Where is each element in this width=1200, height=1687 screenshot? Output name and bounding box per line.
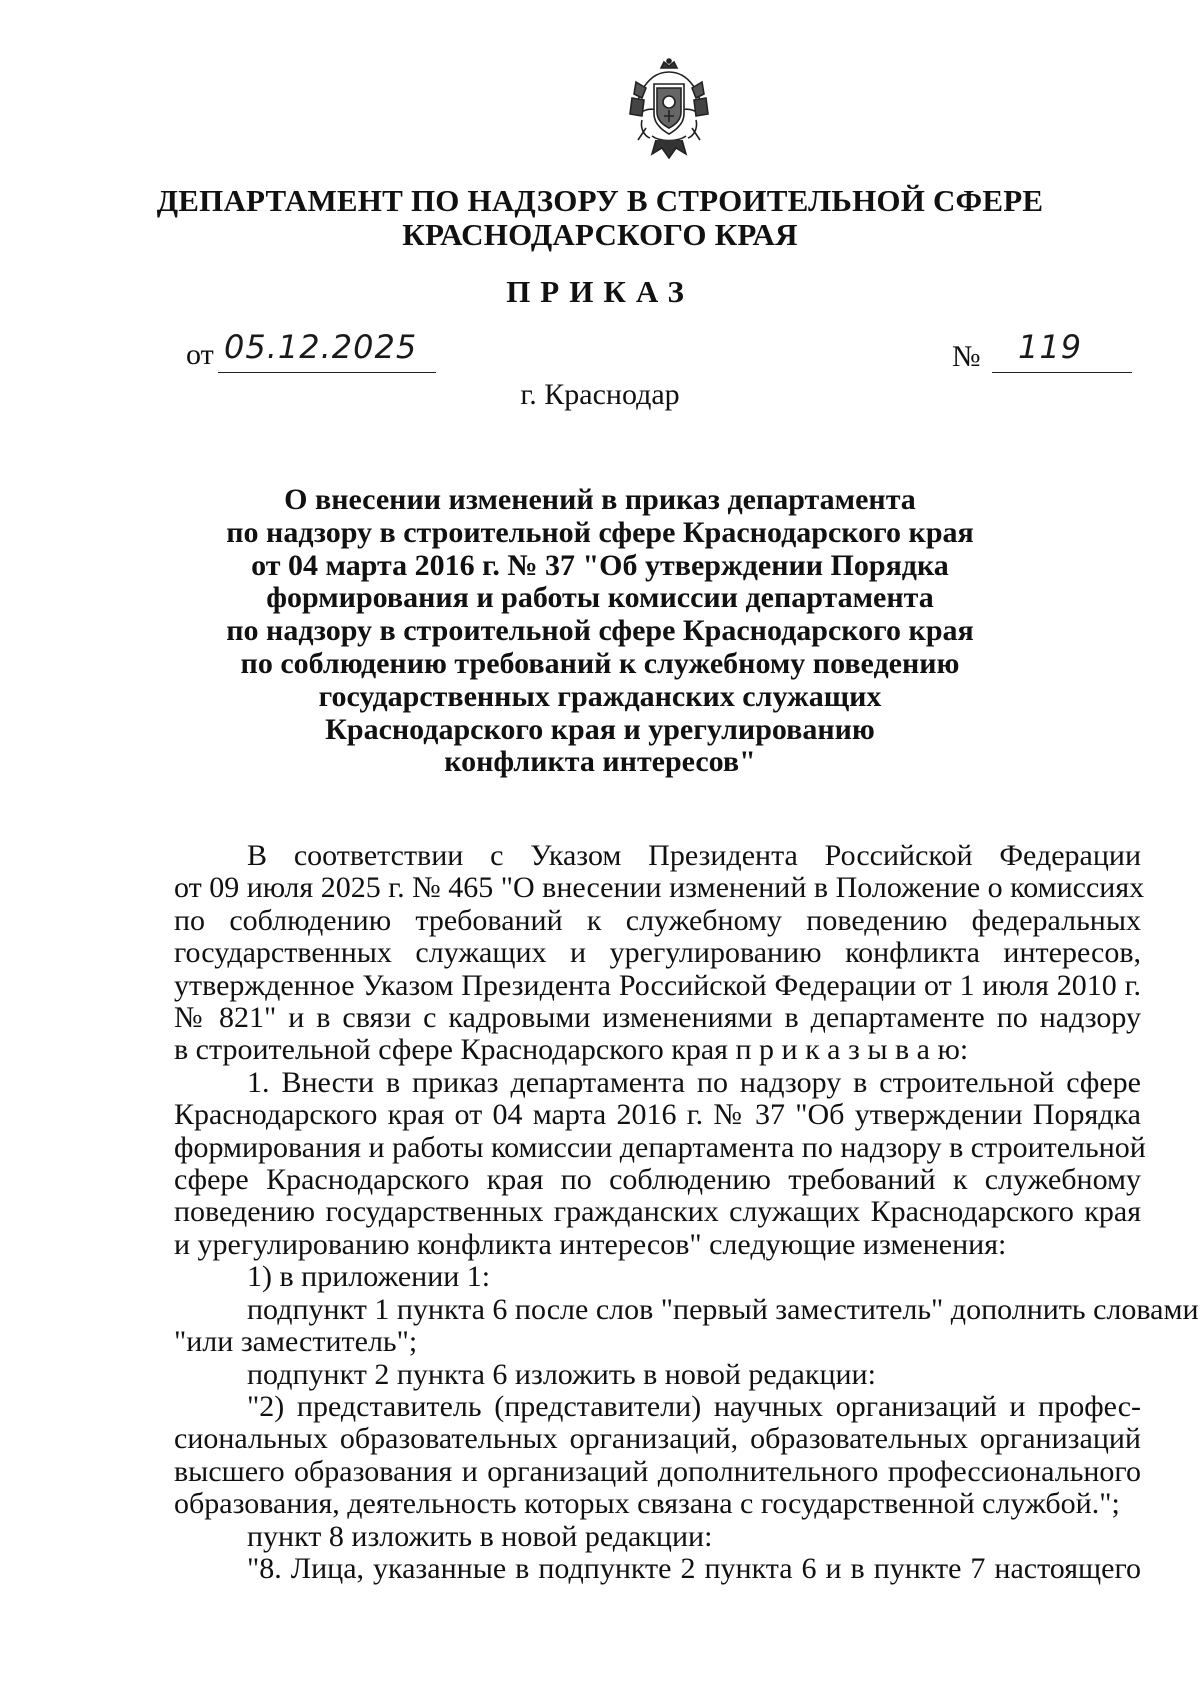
body-line: № 821" и в связи с кадровыми изменениями в департаменте по надзору [174, 1001, 1141, 1035]
document-type-title: ПРИКАЗ [506, 274, 694, 309]
body-line: высшего образования и организаций дополнительного профессионального [174, 1454, 1141, 1488]
number-label: № [952, 340, 981, 373]
subject-line: от 04 марта 2016 г. № 37 "Об утверждении Порядка [251, 548, 949, 582]
body-line: Краснодарского края от 04 марта 2016 г. № 37 "Об утверждении Порядка [174, 1098, 1141, 1132]
order-subject [0, 484, 1200, 779]
body-line: государственных служащих и урегулированию конфликта интересов, [174, 936, 1141, 970]
order-body [174, 839, 1199, 1585]
organization-name-line1: ДЕПАРТАМЕНТ ПО НАДЗОРУ В СТРОИТЕЛЬНОЙ СФЕРЕ [156, 183, 1044, 218]
body-line: 1. Внести в приказ департамента по надзору в строительной сфере [247, 1065, 1141, 1099]
body-line: подпункт 2 пункта 6 изложить в новой редакции: [247, 1357, 876, 1391]
number-field [992, 328, 1132, 373]
handwritten-number: 119 [1018, 328, 1083, 366]
body-line: подпункт 1 пункта 6 после слов "первый заместитель" дополнить словами [247, 1292, 1199, 1326]
body-line: сфере Краснодарского края по соблюдению требований к служебному [174, 1163, 1141, 1197]
body-line: 1) в приложении 1: [247, 1260, 491, 1294]
coat-of-arms-icon [626, 58, 712, 164]
body-line: пункт 8 изложить в новой редакции: [247, 1519, 713, 1553]
subject-line: по надзору в строительной сфере Краснодарского края [226, 614, 974, 648]
city-line: г. Краснодар [520, 378, 680, 411]
date-field [218, 328, 436, 373]
body-line: в строительной сфере Краснодарского края п р и к а з ы в а ю: [174, 1033, 969, 1067]
date-label: от [186, 338, 214, 371]
body-line: по соблюдению требований к служебному поведению федеральных [174, 903, 1141, 937]
body-line: утвержденное Указом Президента Российской Федерации от 1 июля 2010 г. [174, 968, 1141, 1002]
body-line: поведению государственных гражданских служащих Краснодарского края [174, 1195, 1141, 1229]
body-line: "2) представитель (представители) научных организаций и профес- [247, 1389, 1141, 1423]
body-line: и урегулированию конфликта интересов" следующие изменения: [174, 1227, 1007, 1261]
subject-line: по соблюдению требований к служебному поведению [240, 646, 960, 680]
body-line: сиональных образовательных организаций, образовательных организаций [174, 1422, 1141, 1456]
body-line: образования, деятельность которых связана с государственной службой."; [174, 1487, 1120, 1521]
body-line: "или заместитель"; [174, 1325, 418, 1359]
subject-line: Краснодарского края и урегулированию [325, 712, 875, 746]
organization-name-line2: КРАСНОДАРСКОГО КРАЯ [402, 217, 798, 252]
subject-line: формирования и работы комиссии департамента [266, 581, 934, 615]
subject-line: государственных гражданских служащих [318, 679, 882, 713]
body-line: от 09 июля 2025 г. № 465 "О внесении изменений в Положение о комиссиях [174, 871, 1145, 905]
body-line: В соответствии с Указом Президента Российской Федерации [247, 839, 1141, 872]
body-line: формирования и работы комиссии департамента по надзору в строительной [174, 1130, 1146, 1164]
handwritten-date: 05.12.2025 [224, 328, 418, 366]
body-line: "8. Лица, указанные в подпункте 2 пункта 6 и в пункте 7 настоящего [247, 1551, 1141, 1585]
subject-line: по надзору в строительной сфере Краснодарского края [226, 515, 974, 549]
subject-line: О внесении изменений в приказ департамента [284, 483, 916, 516]
subject-line: конфликта интересов" [444, 745, 756, 779]
